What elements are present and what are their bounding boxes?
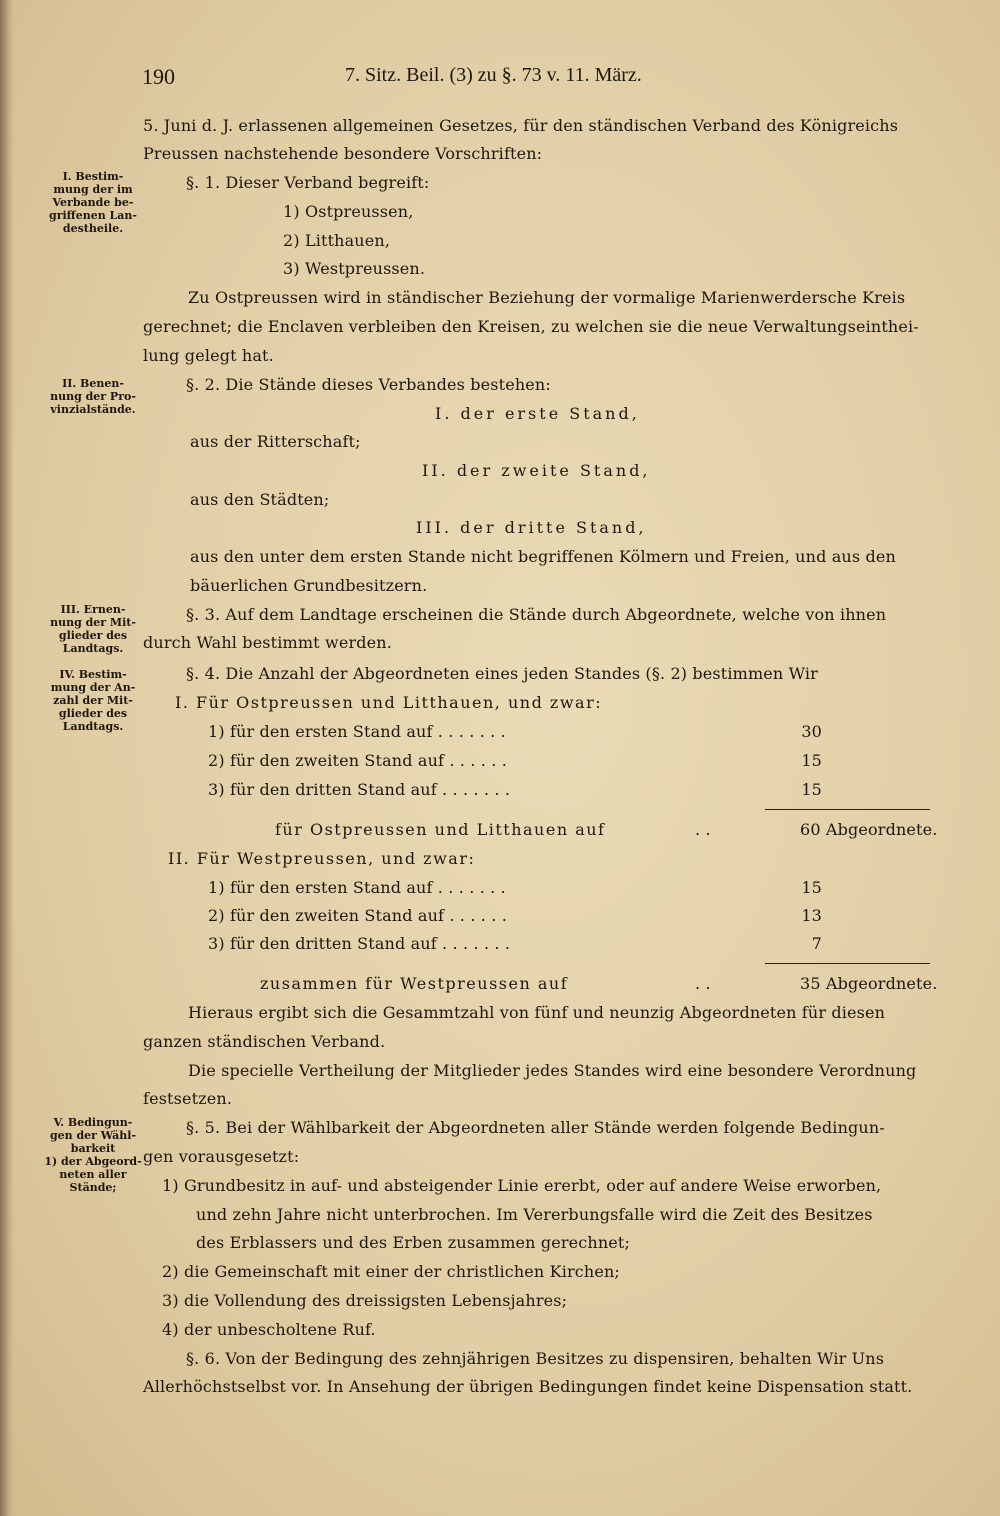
table-row-value: 15: [801, 780, 822, 799]
margin-line: V. Bedingun-: [53, 1116, 133, 1129]
text-line: des Erblassers und des Erben zusammen gerechnet;: [196, 1233, 631, 1252]
list-item: 4) der unbescholtene Ruf.: [162, 1320, 376, 1339]
margin-line: gen der Wähl-: [49, 1129, 137, 1142]
margin-line: IV. Bestim-: [59, 668, 127, 681]
margin-line: glieder des: [58, 629, 128, 642]
margin-line: barkeit: [70, 1142, 116, 1155]
margin-line: glieder des: [58, 707, 128, 720]
section-heading: §. 2. Die Stände dieses Verbandes bestehen:: [186, 375, 551, 394]
subtotal-value: 60 Abgeordnete.: [800, 820, 938, 839]
margin-line: Landtags.: [62, 720, 124, 733]
text-line: 5. Juni d. J. erlassenen allgemeinen Gesetzes, für den ständischen Verband des Königreichs: [143, 116, 899, 135]
group-heading: I. Für Ostpreussen und Litthauen, und zwar:: [175, 693, 603, 712]
text-line: und zehn Jahre nicht unterbrochen. Im Vererbungsfalle wird die Zeit des Besitzes: [196, 1205, 873, 1224]
margin-line: nung der Mit-: [50, 616, 136, 629]
section-heading: §. 6. Von der Bedingung des zehnjährigen Besitzes zu dispensiren, behalten Wir Uns: [186, 1349, 885, 1368]
list-item: 1) Grundbesitz in auf- und absteigender Linie ererbt, oder auf andere Weise erworben,: [162, 1176, 882, 1195]
section-heading: §. 3. Auf dem Landtage erscheinen die Stände durch Abgeordnete, welche von ihnen: [186, 605, 887, 624]
text-line: Allerhöchstselbst vor. In Ansehung der übrigen Bedingungen findet keine Dispensation statt.: [143, 1377, 913, 1396]
section-heading: §. 5. Bei der Wählbarkeit der Abgeordneten aller Stände werden folgende Bedingun-: [186, 1118, 885, 1137]
table-row-value: 7: [811, 934, 822, 953]
table-row-label: 3) für den dritten Stand auf . . . . . . .: [208, 934, 511, 953]
margin-line: mung der im: [53, 183, 133, 196]
text-line: bäuerlichen Grundbesitzern.: [190, 576, 428, 595]
text-line: aus den Städten;: [190, 490, 330, 509]
margin-line: Landtags.: [62, 642, 124, 655]
table-row-value: 30: [801, 722, 822, 741]
text-line: Zu Ostpreussen wird in ständischer Beziehung der vormalige Marienwerdersche Kreis: [188, 288, 906, 307]
margin-line: destheile.: [62, 222, 124, 235]
margin-line: griffenen Lan-: [49, 209, 137, 222]
subtotal-dots: . .: [695, 974, 711, 993]
text-line: festsetzen.: [143, 1089, 233, 1108]
margin-note-4: [40, 668, 146, 733]
binding-gutter: [0, 0, 14, 1516]
table-row-label: 2) für den zweiten Stand auf . . . . . .: [208, 906, 507, 925]
section-heading: §. 4. Die Anzahl der Abgeordneten eines jeden Standes (§. 2) bestimmen Wir: [186, 664, 818, 683]
margin-line: mung der An-: [50, 681, 136, 694]
text-line: Hieraus ergibt sich die Gesammtzahl von fünf und neunzig Abgeordneten für diesen: [188, 1003, 886, 1022]
table-row-value: 15: [801, 878, 822, 897]
estate-heading: I. der erste Stand,: [435, 404, 640, 423]
list-item: 2) Litthauen,: [283, 231, 391, 250]
table-row-label: 1) für den ersten Stand auf . . . . . . .: [208, 878, 506, 897]
estate-heading: III. der dritte Stand,: [416, 518, 647, 537]
estate-heading: II. der zweite Stand,: [422, 461, 651, 480]
list-item: 3) die Vollendung des dreissigsten Lebensjahres;: [162, 1291, 568, 1310]
section-heading: §. 1. Dieser Verband begreift:: [186, 173, 430, 192]
text-line: ganzen ständischen Verband.: [143, 1032, 386, 1051]
text-line: gen vorausgesetzt:: [143, 1147, 300, 1166]
margin-line: neten aller: [59, 1168, 127, 1181]
subtotal-dots: . .: [695, 820, 711, 839]
table-row-value: 13: [801, 906, 822, 925]
margin-note-2: [40, 377, 146, 416]
margin-line: Stände;: [69, 1181, 117, 1194]
table-row-label: 1) für den ersten Stand auf . . . . . . .: [208, 722, 506, 741]
table-row-label: 2) für den zweiten Stand auf . . . . . .: [208, 751, 507, 770]
table-row-label: 3) für den dritten Stand auf . . . . . . .: [208, 780, 511, 799]
text-line: lung gelegt hat.: [143, 346, 274, 365]
margin-note-1: [40, 170, 146, 235]
margin-line: zahl der Mit-: [53, 694, 133, 707]
page-number: 190: [142, 64, 175, 89]
text-line: durch Wahl bestimmt werden.: [143, 633, 392, 652]
table-row-value: 15: [801, 751, 822, 770]
subtotal-label: für Ostpreussen und Litthauen auf: [275, 820, 606, 839]
margin-line: I. Bestim-: [62, 170, 124, 183]
subtotal-label: zusammen für Westpreussen auf: [260, 974, 569, 993]
list-item: 1) Ostpreussen,: [283, 202, 414, 221]
running-title: 7. Sitz. Beil. (3) zu §. 73 v. 11. März.: [345, 64, 642, 86]
margin-line: vinzialstände.: [50, 403, 136, 416]
margin-line: Verbande be-: [52, 196, 134, 209]
subtotal-value: 35 Abgeordnete.: [800, 974, 938, 993]
text-line: gerechnet; die Enclaven verbleiben den Kreisen, zu welchen sie die neue Verwaltungseinthei-: [143, 317, 919, 336]
text-line: aus den unter dem ersten Stande nicht begriffenen Kölmern und Freien, und aus den: [190, 547, 896, 566]
list-item: 3) Westpreussen.: [283, 259, 426, 278]
margin-note-5: [40, 1116, 146, 1194]
margin-note-3: [40, 603, 146, 655]
text-line: aus der Ritterschaft;: [190, 432, 361, 451]
text-line: Die specielle Vertheilung der Mitglieder jedes Standes wird eine besondere Verordnung: [188, 1061, 917, 1080]
margin-line: nung der Pro-: [50, 390, 136, 403]
margin-line: III. Ernen-: [60, 603, 126, 616]
margin-line: 1) der Abgeord-: [44, 1155, 142, 1168]
group-heading: II. Für Westpreussen, und zwar:: [168, 849, 476, 868]
sum-rule: [765, 809, 930, 810]
text-line: Preussen nachstehende besondere Vorschriften:: [143, 144, 543, 163]
list-item: 2) die Gemeinschaft mit einer der christlichen Kirchen;: [162, 1262, 620, 1281]
margin-line: II. Benen-: [62, 377, 124, 390]
sum-rule: [765, 963, 930, 964]
